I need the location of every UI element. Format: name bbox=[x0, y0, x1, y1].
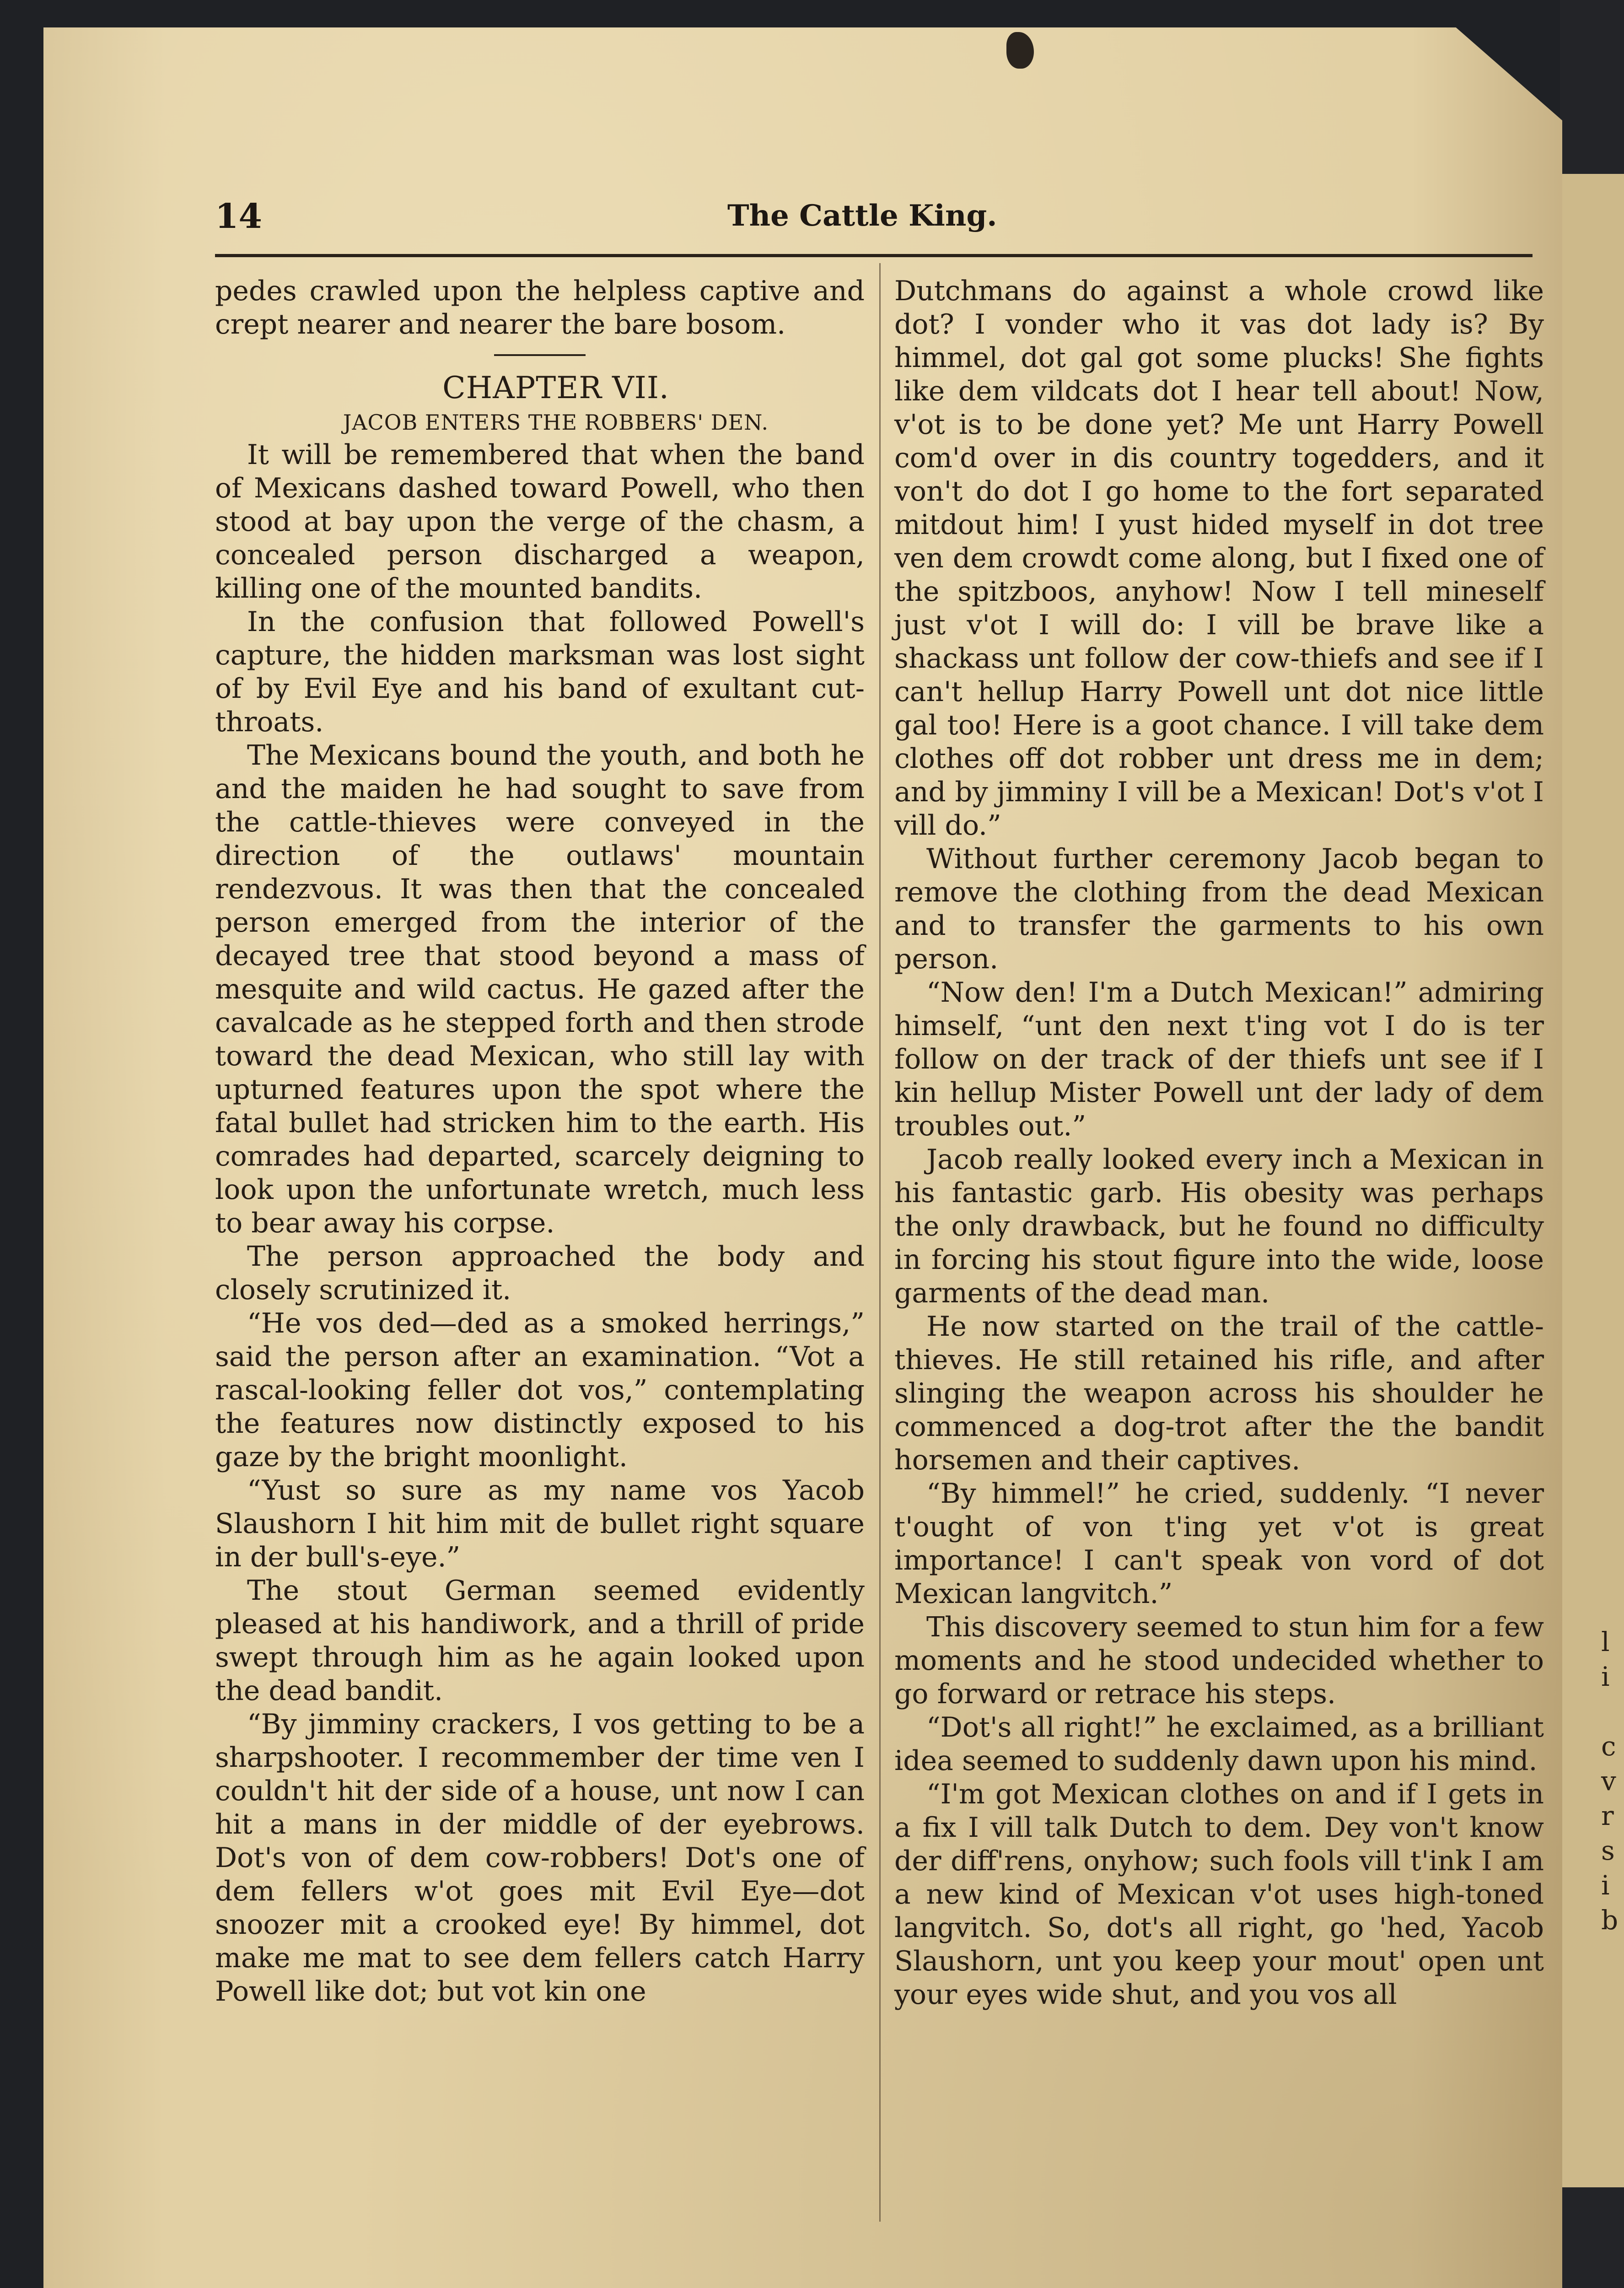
chapter-subtitle: JACOB ENTERS THE ROBBERS' DEN. bbox=[343, 410, 769, 435]
right-column bbox=[894, 275, 1544, 2012]
paragraph: The stout German seemed evidently pleased at his handiwork, and a thrill of pride swept through him as he again looked upon the dead bandit. bbox=[215, 1575, 865, 1707]
paragraph: “Yust so sure as my name vos Yacob Slaushorn I hit him mit de bullet right square in der bull's-eye.” bbox=[215, 1474, 865, 1573]
section-rule bbox=[494, 354, 586, 356]
paragraph: Dutchmans do against a whole crowd like dot? I vonder who it vas dot lady is? By himmel, dot gal got some plucks! She fights like dem vildcats dot I hear tell about! Now, v'ot is to be done yet? Me unt Harry Powell com'd over in dis country togedders, and it von't do dot I go home to the fort separated mitdout him! I yust hided myself in dot tree ven dem crowdt come along, but I fixed one of the spitzboos, anyhow! Now I tell mineself just v'ot I will do: I vill be brave like a shackass unt follow der cow-thiefs and see if I can't hellup Harry Powell unt dot nice little gal too! Here is a goot chance. I vill take dem clothes off dot robber unt dress me in dem; and by jimminy I vill be a Mexican! Dot's v'ot I vill do.” bbox=[894, 275, 1544, 842]
paragraph: In the confusion that followed Powell's capture, the hidden marksman was lost sight of by Evil Eye and his band of exultant cut-throats. bbox=[215, 606, 865, 738]
paragraph: “By himmel!” he cried, suddenly. “I never t'ought of von t'ing yet v'ot is great importance! I can't speak von vord of dot Mexican langvitch.” bbox=[894, 1478, 1544, 1610]
paragraph: He now started on the trail of the cattle-thieves. He still retained his rifle, and after slinging the weapon across his shoulder he commenced a dog-trot after the the bandit horsemen and their captives. bbox=[894, 1311, 1544, 1476]
paragraph: “By jimminy crackers, I vos getting to be a sharpshooter. I recommember der time ven I couldn't hit der side of a house, unt now I can hit a mans in der middle of der eyebrows. Dot's von of dem cow-robbers! Dot's one of dem fellers w'ot goes mit Evil Eye—dot snoozer mit a crooked eye! By himmel, dot make me mat to see dem fellers catch Harry Powell like dot; but vot kin one bbox=[215, 1708, 865, 2007]
header-rule bbox=[215, 254, 1533, 257]
paragraph: “I'm got Mexican clothes on and if I gets in a fix I vill talk Dutch to dem. Dey von't know der diff'rens, onyhow; such fools vill t'ink I am a new kind of Mexican v'ot uses high-toned langvitch. So, dot's all right, go 'hed, Yacob Slaushorn, unt you keep your mout' open unt your eyes wide shut, and you vos all bbox=[894, 1778, 1544, 2011]
chapter-heading: CHAPTER VII. bbox=[442, 370, 669, 405]
next-page-fragment: l i c v r s i b bbox=[1601, 1626, 1619, 1936]
paragraph: “Dot's all right!” he exclaimed, as a brilliant idea seemed to suddenly dawn upon his mind. bbox=[894, 1711, 1544, 1777]
paragraph: The person approached the body and closely scrutinized it. bbox=[215, 1241, 865, 1306]
running-title: The Cattle King. bbox=[727, 199, 997, 233]
paragraph: This discovery seemed to stun him for a few moments and he stood undecided whether to go forward or retrace his steps. bbox=[894, 1611, 1544, 1710]
paragraph: Jacob really looked every inch a Mexican in his fantastic garb. His obesity was perhaps the only drawback, but he found no difficulty in forcing his stout figure into the wide, loose garments of the dead man. bbox=[894, 1144, 1544, 1309]
paragraph: “Now den! I'm a Dutch Mexican!” admiring himself, “unt den next t'ing vot I do is ter follow on der track of der thiefs unt see if I kin hellup Mister Powell unt der lady of dem troubles out.” bbox=[894, 977, 1544, 1142]
paragraph: Without further ceremony Jacob began to remove the clothing from the dead Mexican and to transfer the garments to his own person. bbox=[894, 843, 1544, 975]
page-number: 14 bbox=[215, 197, 262, 236]
left-column bbox=[215, 275, 865, 2008]
page-header bbox=[215, 197, 1542, 247]
paragraph: “He vos ded—ded as a smoked herrings,” said the person after an examination. “Vot a rascal-looking feller dot vos,” contemplating the features now distinctly exposed to his gaze by the bright moonlight. bbox=[215, 1307, 865, 1473]
opening-text: pedes crawled upon the helpless captive and crept nearer and nearer the bare bosom. bbox=[215, 275, 865, 340]
paragraph: The Mexicans bound the youth, and both he and the maiden he had sought to save from the cattle-thieves were conveyed in the direction of the outlaws' mountain rendezvous. It was then that the concealed person emerged from the interior of the decayed tree that stood beyond a mass of mesquite and wild cactus. He gazed after the cavalcade as he stepped forth and then strode toward the dead Mexican, who still lay with upturned features upon the spot where the fatal bullet had stricken him to the earth. His comrades had departed, scarcely deigning to look upon the unfortunate wretch, much less to bear away his corpse. bbox=[215, 739, 865, 1239]
paragraph: It will be remembered that when the band of Mexicans dashed toward Powell, who then stood at bay upon the verge of the chasm, a concealed person discharged a weapon, killing one of the mounted bandits. bbox=[215, 439, 865, 604]
column-divider bbox=[879, 263, 881, 2222]
